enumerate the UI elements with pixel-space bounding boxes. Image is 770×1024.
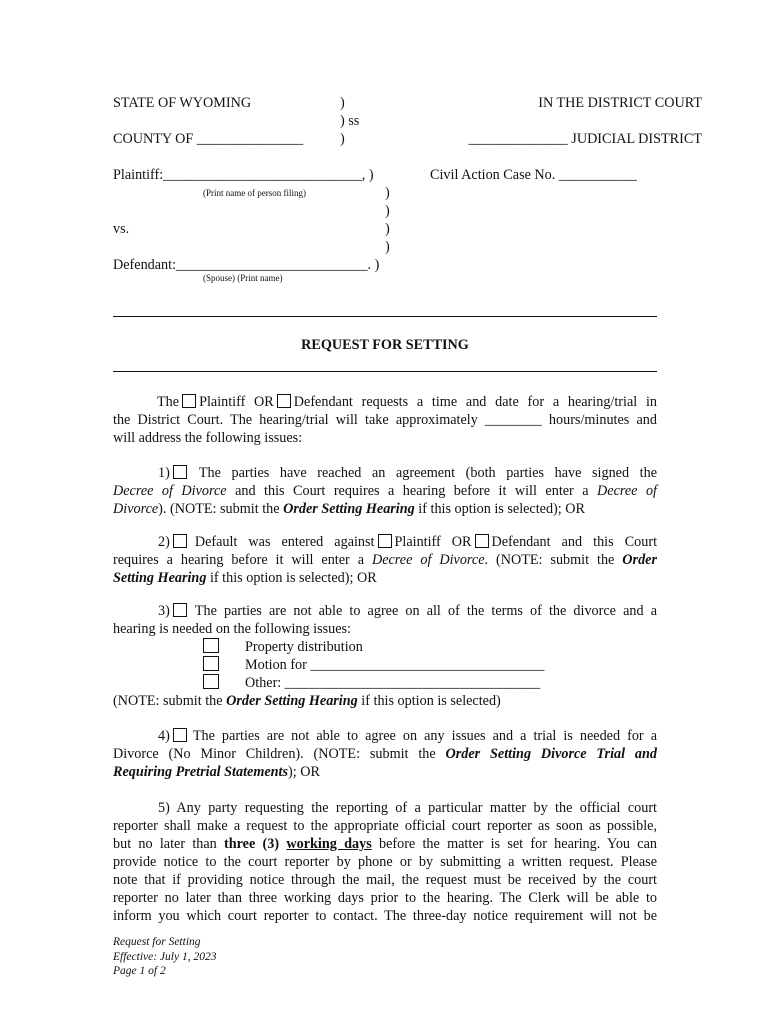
judicial-district-field: ______________ JUDICIAL DISTRICT (468, 131, 702, 147)
decree-reference: Decree of Divorce (371, 552, 485, 568)
option-text: The parties are not able to agree on any issues and a trial is needed for a (192, 728, 657, 744)
option-text: reporter no later than three working days prior to the hearing. The Clerk will be able to (113, 890, 657, 906)
default-defendant-checkbox[interactable] (475, 534, 489, 548)
sub-issue-property (203, 638, 363, 656)
option-5 (113, 799, 657, 925)
plaintiff-field: Plaintiff:____________________________, ) (113, 167, 374, 183)
option-text: requires a hearing before it will enter a (113, 552, 372, 568)
motion-for-checkbox[interactable] (203, 656, 219, 671)
option-text: Defendant and this Court (491, 534, 658, 550)
form-reference: Order Setting Hearing (283, 501, 415, 517)
option-1 (113, 464, 657, 518)
caption-paren: ) (385, 203, 390, 219)
state-label: STATE OF WYOMING (113, 95, 252, 111)
option-text: Divorce (No Minor Children). (NOTE: submit the (113, 746, 446, 762)
deadline-emphasis: three (3) (224, 836, 280, 852)
caption-paren: ) (385, 221, 390, 237)
form-reference: Requiring Pretrial Statements (113, 764, 289, 780)
option-text: 5) Any party requesting the reporting of a particular matter by the official court (158, 800, 657, 816)
footer-form-name: Request for Setting (113, 936, 201, 948)
caption-paren: ) (340, 95, 345, 111)
option-text: inform you which court reporter to contact. The three-day notice requirement will not be (113, 908, 657, 924)
option-3 (113, 602, 657, 638)
option-4 (113, 727, 657, 781)
option-text: and this Court requires a hearing before it will enter a (226, 483, 598, 499)
option-text: but no later than (113, 836, 225, 852)
option-text: Default was entered against (194, 534, 375, 550)
option-2 (113, 533, 657, 587)
plaintiff-checkbox[interactable] (182, 394, 196, 408)
defendant-checkbox[interactable] (277, 394, 291, 408)
form-reference: Order (622, 552, 657, 568)
footer-effective-date: Effective: July 1, 2023 (113, 951, 217, 963)
case-number-field: Civil Action Case No. ___________ (430, 167, 637, 183)
decree-reference: Divorce (113, 501, 159, 517)
ss-marker: ) ss (340, 113, 360, 129)
option-number: 3) (158, 603, 170, 619)
defendant-field: Defendant:___________________________. ) (113, 257, 380, 273)
option-number: 1) (158, 465, 170, 481)
option-text: note that if providing notice through the mail, the request must be received by the court (113, 872, 657, 888)
option-text: if this option is selected); OR (414, 501, 585, 517)
option-3-note (113, 692, 501, 710)
defendant-hint: (Spouse) (Print name) (203, 273, 283, 283)
sub-issue-label: Other: ____________________________________ (245, 675, 541, 691)
court-name: IN THE DISTRICT COURT (538, 95, 702, 111)
option-number: 4) (158, 728, 170, 744)
versus-label: vs. (113, 221, 130, 237)
option-3-checkbox[interactable] (173, 603, 187, 617)
option-text: reporter shall make a request to the appropriate official court reporter as soon as possible, (113, 818, 657, 834)
form-reference: Order Setting Hearing (226, 693, 358, 709)
form-reference: Order Setting Divorce Trial and (445, 746, 657, 762)
footer-page-number: Page 1 of 2 (113, 965, 166, 977)
option-text: if this option is selected); OR (206, 570, 377, 586)
default-plaintiff-checkbox[interactable] (378, 534, 392, 548)
sub-issue-label: Motion for _________________________________ (245, 657, 545, 673)
title-rule-top (113, 316, 657, 317)
intro-text: the District Court. The hearing/trial will take approximately ________ hours/minutes and (113, 412, 657, 428)
caption-paren: ) (385, 185, 390, 201)
sub-issue-other (203, 674, 540, 692)
caption-paren: ) (340, 131, 345, 147)
decree-reference: Decree of (597, 483, 657, 499)
option-1-checkbox[interactable] (173, 465, 187, 479)
option-text: The parties have reached an agreement (both parties have signed the (198, 465, 657, 481)
county-field: COUNTY OF _______________ (113, 131, 304, 147)
plaintiff-option-label: Plaintiff OR (394, 534, 472, 550)
option-text: before the matter is set for hearing. You can (371, 836, 657, 852)
sub-issue-motion (203, 656, 545, 674)
plaintiff-hint: (Print name of person filing) (203, 188, 306, 198)
intro-text: Defendant requests a time and date for a hearing/trial in (293, 394, 657, 410)
option-text: provide notice to the court reporter by phone or by submitting a written request. Please (113, 854, 657, 870)
deadline-emphasis: working days (286, 836, 372, 852)
plaintiff-option-label: Plaintiff OR (199, 394, 274, 410)
document-title: REQUEST FOR SETTING (301, 337, 469, 353)
intro-text: The (157, 394, 180, 410)
option-text: ); OR (288, 764, 320, 780)
option-4-checkbox[interactable] (173, 728, 187, 742)
intro-text: will address the following issues: (113, 430, 303, 446)
option-text: The parties are not able to agree on all of the terms of the divorce and a (194, 603, 657, 619)
option-text: ). (NOTE: submit the (158, 501, 284, 517)
decree-reference: Decree of Divorce (113, 483, 227, 499)
option-number: 2) (158, 534, 170, 550)
form-reference: Setting Hearing (113, 570, 207, 586)
other-checkbox[interactable] (203, 674, 219, 689)
option-text: . (NOTE: submit the (484, 552, 623, 568)
title-rule-bottom (113, 371, 657, 372)
note-text: if this option is selected) (357, 693, 501, 709)
note-text: (NOTE: submit the (113, 693, 227, 709)
property-distribution-checkbox[interactable] (203, 638, 219, 653)
option-2-checkbox[interactable] (173, 534, 187, 548)
caption-paren: ) (385, 239, 390, 255)
intro-paragraph (113, 393, 657, 447)
option-text: hearing is needed on the following issues: (113, 621, 351, 637)
sub-issue-label: Property distribution (245, 639, 363, 655)
